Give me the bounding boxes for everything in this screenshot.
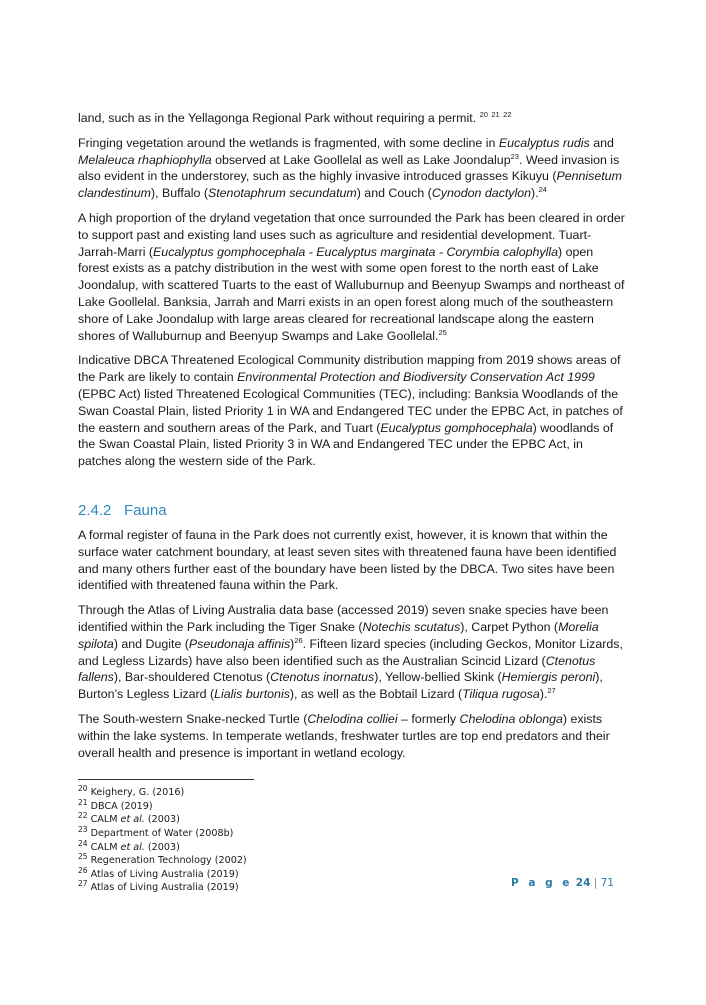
page-separator: | <box>593 877 598 889</box>
footnote-22: $^{22}$ CALM et al. (2003) <box>78 811 180 826</box>
page-number <box>511 877 614 889</box>
section-number: 2.4.2 <box>78 501 112 519</box>
paragraph-tec-mapping: Indicative DBCA Threatened Ecological Community distribution mapping from 2019 shows areas of the Park are likely to contain Environmental Protection and Biodiversity Conservation Act 1999 (EPBC Act) listed Threatened Ecological Communities (TEC), including: Banksia Woodlands of the Swan Coastal Plain, listed Priority 1 in WA and Endangered TEC under the EPBC Act, in patches of the eastern and southern areas of the Park, and Tuart (Eucalyptus gomphocephala) woodlands of the Swan Coastal Plain, listed Priority 3 in WA and Endangered TEC under the EPBC Act, in patches along the western side of the Park. <box>78 353 623 469</box>
paragraph-fauna-register: A formal register of fauna in the Park does not currently exist, however, it is known that within the surface water catchment boundary, at least seven sites with threatened fauna have been identified and many others further east of the boundary have been listed by the DBCA. Two sites have been identified with threatened fauna within the Park. <box>78 527 617 593</box>
page-label: P a g e <box>511 877 573 889</box>
footnote-21: $^{21}$ DBCA (2019) <box>78 797 153 812</box>
document-page <box>78 110 626 895</box>
section-heading-fauna <box>78 502 626 519</box>
paragraph-dryland-vegetation: A high proportion of the dryland vegetation that once surrounded the Park has been cleared in order to support past and existing land uses such as agriculture and residential development. Tuart-Jarrah-Marri (Eucalyptus gomphocephala - Eucalyptus marginata - Corymbia calophylla) open forest exists as a patchy distribution in the west with some open forest to the north east of Lake Joondalup, with scattered Tuarts to the east of Walluburnup and Beenyup Swamps and northeast of Lake Goollelal. Banksia, Jarrah and Marri exists in an open forest along much of the southeastern shore of Lake Joondalup with large areas cleared for recreational landscape along the eastern shores of Walluburnup and Beenyup Swamps and Lake Goollelal.$^{25}$ <box>78 210 625 343</box>
footnote-25: $^{25}$ Regeneration Technology (2002) <box>78 852 247 867</box>
footnote-27: $^{27}$ Atlas of Living Australia (2019) <box>78 879 239 894</box>
paragraph-turtle: The South-western Snake-necked Turtle (Chelodina colliei – formerly Chelodina oblonga) exists within the lake systems. In temperate wetlands, freshwater turtles are top end predators and their overall health and presence is important in wetland ecology. <box>78 711 610 760</box>
total-pages: 71 <box>600 877 614 889</box>
footnote-20: $^{20}$ Keighery, G. (2016) <box>78 784 185 799</box>
paragraph-snakes-lizards: Through the Atlas of Living Australia data base (accessed 2019) seven snake species have been identified within the Park including the Tiger Snake (Notechis scutatus), Carpet Python (Morelia spilota) and Dugite (Pseudonaja affinis)$^{26}$. Fifteen lizard species (including Geckos, Monitor Lizards, and Legless Lizards) have also been identified such as the Australian Scincid Lizard (Ctenotus fallens), Bar-shouldered Ctenotus (Ctenotus inornatus), Yellow-bellied Skink (Hemiergis peroni), Burton’s Legless Lizard (Lialis burtonis), as well as the Bobtail Lizard (Tiliqua rugosa).$^{27}$ <box>78 603 623 702</box>
footnote-23: $^{23}$ Department of Water (2008b) <box>78 824 234 840</box>
footnote-24: $^{24}$ CALM et al. (2003) <box>78 838 180 853</box>
section-title: Fauna <box>124 501 167 519</box>
current-page: 24 <box>575 877 591 889</box>
footnote-26: $^{26}$ Atlas of Living Australia (2019) <box>78 865 239 880</box>
paragraph-fringing-vegetation: Fringing vegetation around the wetlands is fragmented, with some decline in Eucalyptus rudis and Melaleuca rhaphiophylla observed at Lake Goollelal as well as Lake Joondalup$^{23}$. Weed invasion is also evident in the understorey, such as the highly invasive introduced grasses Kikuyu (Pennisetum clandestinum), Buffalo (Stenotaphrum secundatum) and Couch (Cynodon dactylon).$^{24}$ <box>78 135 622 201</box>
paragraph-intro-line: land, such as in the Yellagonga Regional Park without requiring a permit. $^{20}$ $^{21}$ $^{22}$ <box>78 109 512 125</box>
footnote-divider <box>78 779 254 780</box>
